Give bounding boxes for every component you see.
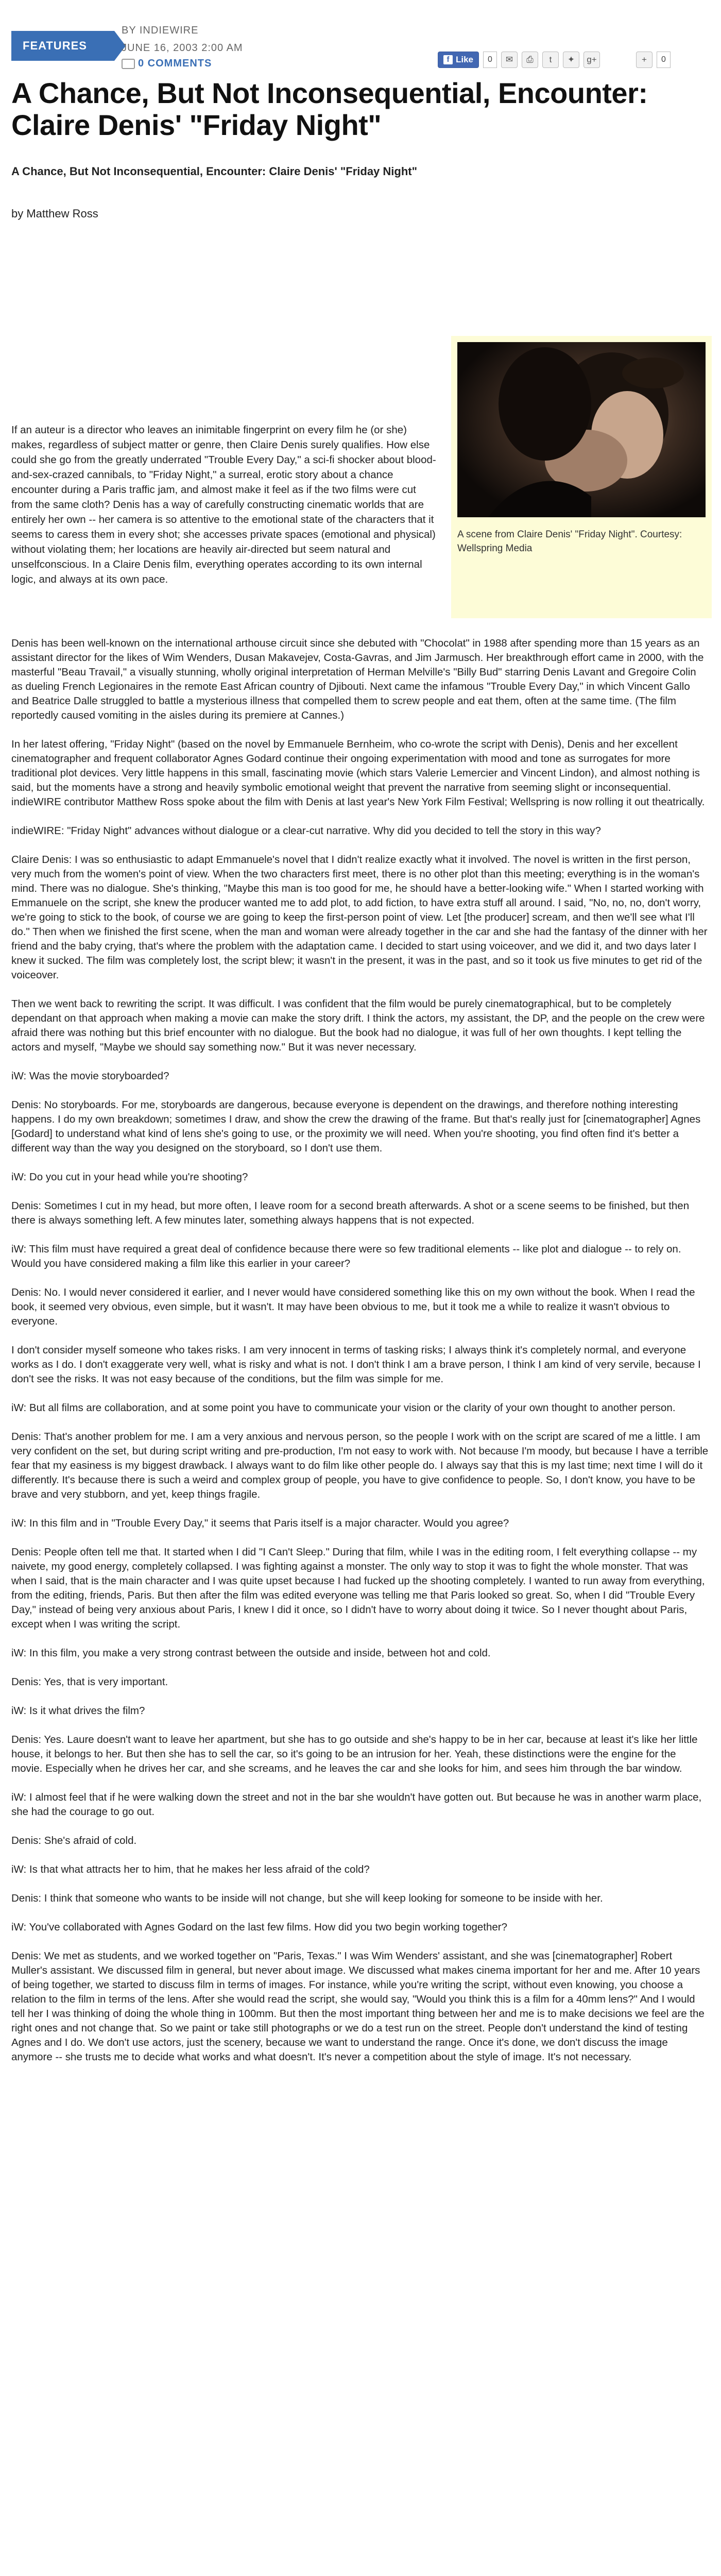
interview-answer: Denis: Yes. Laure doesn't want to leave her apartment, but she has to go outside and she's happy to be in her car, because at least it's like her little house, it belongs to her. But then she has to sell the car, so it's going to be an intrusion for her. Yeah, these distinctions were the engine for the movie. Especially when he drives her car, and she screams, and he leaves the car and she looks for him, and sees him through the bar window. (11, 1734, 698, 1774)
facebook-like-label: Like (456, 55, 474, 64)
comments-count[interactable]: 0 COMMENTS (138, 58, 212, 69)
film-still-image (457, 342, 706, 517)
article-paragraph: Denis has been well-known on the international arthouse circuit since she debuted with "Chocolat" in 1988 after spending more than 15 years as an assistant director for the likes of Wim Wenders, Dusan Makavejev, Costa-Gavras, and Jim Jarmusch. Her breakthrough effort came in 2000, with the masterful "Beau Travail," a visually stunning, wholly original interpretation of Herman Melville's "Billy Bud" starring Denis Lavant and Gregoire Colin as dueling French Legionaires in the remote East African country of Djibouti. Next came the infamous "Trouble Every Day," in which Vincent Gallo and Beatrice Dalle struggled to battle a mysterious illness that compelled them to screw people and eat them, often at the same time. (The film reportedly caused vomiting in the aisles during its premiere at Cannes.) (11, 637, 704, 721)
article-subtitle: A Chance, But Not Inconsequential, Encounter: Claire Denis' "Friday Night" (11, 165, 418, 178)
interview-answer: Denis: No. I would never considered it earlier, and I never would have considered something like this on my own without the book. When I read the book, it seemed very obvious, even simple, but it wasn't. It may have been obvious to me, but it took me a while to realize it wasn't obvious to everyone. (11, 1286, 695, 1327)
share-count: 0 (657, 52, 671, 68)
interview-answer: Denis: Yes, that is very important. (11, 1676, 168, 1688)
interview-question: iW: Do you cut in your head while you're shooting? (11, 1171, 248, 1183)
interview-answer: Denis: That's another problem for me. I am a very anxious and nervous person, so the people I work with on the script are scared of me a little. I am very confident on the set, but during script writing and pre-production, I'm not easy to work with. Not because I'm moody, but because I have a terrible fear that my easiness is my biggest drawback. I always want to do film like other people do. I always say that this is my last time; next time I will do it differently. It's because there is such a weird and complex group of people, you have to give confidence to people. So, I don't know, you have to be brave and very stubborn, and yet, keep things fragile. (11, 1431, 709, 1500)
interview-answer: Denis: Sometimes I cut in my head, but more often, I leave room for a second breath afterwards. A shot or a scene seems to be finished, but then there is always something left. A few minutes later, something always happens that is not expected. (11, 1200, 690, 1226)
date-stamp: JUNE 16, 2003 2:00 AM (122, 42, 243, 54)
interview-question: iW: I almost feel that if he were walking down the street and not in the bar she wouldn't have gotten out. But because he was in another warm place, she had the courage to go out. (11, 1791, 702, 1818)
article-header (0, 0, 721, 77)
interview-answer: Denis: No storyboards. For me, storyboards are dangerous, because everyone is dependent on the drawings, and therefore nothing interesting happens. I do my own breakdown; sometimes I draw, and show the crew the drawing of the frame. But that's really just for [cinematographer] Agnes [Godard] to understand what kind of lens she's going to use, or the proximity we will need. When you're shooting, you find often find it's better a different way than the way you designed on the storyboard, so I don't use them. (11, 1099, 701, 1154)
twitter-icon[interactable]: ✦ (563, 52, 579, 68)
facebook-like-button[interactable] (438, 52, 479, 68)
interview-question: indieWIRE: "Friday Night" advances without dialogue or a clear-cut narrative. Why did you decided to tell the story in this way? (11, 825, 601, 837)
comment-bubble-icon (122, 59, 135, 69)
interview-answer: Then we went back to rewriting the script. It was difficult. I was confident that the film would be purely cinematographical, but to be completely dependant on that approach when making a movie can make the story drift. I think the actors, my assistant, the DP, and the people on the crew were afraid there was nothing but this brief encounter with no dialogue. But the book had no dialogue, it was full of her own thoughts. I kept telling the actors and myself, "Maybe we should say something now." But it was never necessary. (11, 998, 705, 1053)
interview-answer: Denis: We met as students, and we worked together on "Paris, Texas." I was Wim Wenders' assistant, and she was [cinematographer] Robert Muller's assistant. We discussed film in general, but never about image. We discussed what makes cinema important for her and me. After 10 years of being together, we started to discuss film in terms of images. For instance, while you're writing the script, without even knowing, you choose a relation to the film in terms of the lens. After she would read the script, she would say, "Would you think this is a film for a 40mm lens?" And I would tell her I was thinking of doing the whole thing in 100mm. But then the most important thing between her and me is to make decisions we feel are the right ones and not change that. So we paint or take still photographs or we do a test run on the street. People don't understand the kind of testing Agnes and I do. We don't use actors, just the scenery, because we want to understand the range. Once it's done, we don't discuss the image anymore -- she trusts me to decide what works and what doesn't. It's never a competition about the style of image. It's not necessary. (11, 1950, 705, 2063)
byline[interactable]: BY INDIEWIRE (122, 25, 199, 36)
facebook-icon: f (443, 55, 453, 64)
article-intro: If an auteur is a director who leaves an inimitable fingerprint on every film he (or she) makes, regardless of subject matter or genre, then Claire Denis surely qualifies. How else could she go from the greatly underrated "Trouble Every Day," a sci-fi shocker about blood-and-sex-crazed cannibals, to "Friday Night," a surreal, erotic story about a chance encounter during a Paris traffic jam, and almost make it feel as if the two films were cut from the same cloth? Denis has a way of carefully constructing cinematic worlds that are entirely her own -- her camera is so attentive to the emotional state of the characters that it seems to caress them in every shot; she accesses private spaces (emotional and physical) without violating them; her locations are heavily air-directed but seem natural and unselfconscious. In a Claire Denis film, everything operates according to its own internal logic, and always at its own pace. (11, 424, 436, 585)
film-still-illustration (457, 342, 706, 517)
interview-question: iW: Is that what attracts her to him, that he makes her less afraid of the cold? (11, 1863, 370, 1875)
share-bar (438, 52, 671, 68)
facebook-like-count: 0 (483, 52, 497, 68)
interview-question: iW: In this film, you make a very strong contrast between the outside and inside, between hot and cold. (11, 1647, 491, 1659)
email-icon[interactable]: ✉ (501, 52, 518, 68)
interview-question: iW: But all films are collaboration, and at some point you have to communicate your vision or the clarity of your own thought to another person. (11, 1402, 676, 1414)
interview-question: iW: In this film and in "Trouble Every Day," it seems that Paris itself is a major character. Would you agree? (11, 1517, 509, 1529)
interview-answer: I don't consider myself someone who takes risks. I am very innocent in terms of tasking risks; I always think it's completely normal, and everyone works as I do. I don't exaggerate very well, what is risky and what is not. I don't think I am a brave person, I think I am kind of very servile, because I don't see the risks. It was not easy because of the conditions, but the film was simple for me. (11, 1344, 701, 1385)
page-title: A Chance, But Not Inconsequential, Encounter: Claire Denis' "Friday Night" (11, 77, 648, 141)
interview-question: iW: Is it what drives the film? (11, 1705, 145, 1717)
interview-answer: Denis: I think that someone who wants to be inside will not change, but she will keep looking for someone to be inside with her. (11, 1892, 603, 1904)
article-author: by Matthew Ross (11, 207, 98, 220)
photo-caption: A scene from Claire Denis' "Friday Night". Courtesy: Wellspring Media (457, 529, 682, 554)
interview-question: iW: Was the movie storyboarded? (11, 1070, 169, 1082)
interview-answer: Denis: People often tell me that. It started when I did "I Can't Sleep." During that film, while I was in the editing room, I felt everything collapse -- my naivete, my good energy, completely collapsed. I was fighting against a monster. The only way to stop it was to fight the whole monster. That was when I said, that is the main character and I was quite upset because I had fucked up the shooting completely. I wanted to run away from everything, from the editing, friends, Paris. But then after the film was edited everyone was telling me that Paris looked so great. So, when I did "Trouble Every Day," instead of being very anxious about Paris, I knew I did it once, so I didn't have to worry about doing it twice. So I never thought about Paris, except when I was writing the script. (11, 1546, 705, 1630)
photo-caption-box (451, 336, 712, 618)
article-paragraph: In her latest offering, "Friday Night" (based on the novel by Emmanuele Bernheim, who co-wrote the script with Denis), Denis and her excellent cinematographer and frequent collaborator Agnes Godard continue their ongoing experimentation with mood and tone as surrogates for more traditional plot devices. Very little happens in this small, fascinating movie (which stars Valerie Lemercier and Vincent Lindon), and almost nothing is said, but the moments have a strong and heavily symbolic emotional weight that prevent the narrative from seeming slight or inconsequential. indieWIRE contributor Matthew Ross spoke about the film with Denis at last year's New York Film Festival; Wellspring is now rolling it out theatrically. (11, 738, 705, 808)
comments-link[interactable] (122, 58, 212, 70)
article-body (11, 636, 710, 2079)
section-tag[interactable]: FEATURES (11, 31, 114, 61)
interview-question: iW: This film must have required a great deal of confidence because there were so few traditional elements -- like plot and dialogue -- to rely on. Would you have considered making a film like this earlier in your career? (11, 1243, 681, 1269)
share-more-icon[interactable]: + (636, 52, 653, 68)
interview-answer: Claire Denis: I was so enthusiastic to adapt Emmanuele's novel that I didn't realize exactly what it involved. The novel is written in the first person, very much from the women's point of view. When the two characters first meet, there is no other plot than this meeting; everything is in the woman's mind. There was no dialogue. She's thinking, "Maybe this man is too good for me, he should have a better-looking wife." When I started working with Emmanuele on the script, she knew the producer wanted me to add plot, to add fiction, to have extra stuff all around. I said, "No, no, no, don't worry, we're going to stick to the book, of course we are going to keep the first-person point of view. Let [the producer] scream, and then we'll see what I'll do." Then when we finished the first scene, when the man and woman were already together in the car and she had the fantasy of the dinner with her friend and the baby crying, that's where the problem with the adaptation came. I decided to start using voiceover, and we did it, and two days later I knew it sucked. The film was completely lost, the script blew; it wasn't in the present, it was in the past, and so it took us five minutes to get rid of the voiceover. (11, 854, 708, 981)
interview-question: iW: You've collaborated with Agnes Godard on the last few films. How did you two begin working together? (11, 1921, 508, 1933)
tumblr-icon[interactable]: t (542, 52, 559, 68)
print-icon[interactable]: ⎙ (522, 52, 538, 68)
interview-answer: Denis: She's afraid of cold. (11, 1835, 137, 1846)
google-plus-icon[interactable]: g+ (583, 52, 600, 68)
